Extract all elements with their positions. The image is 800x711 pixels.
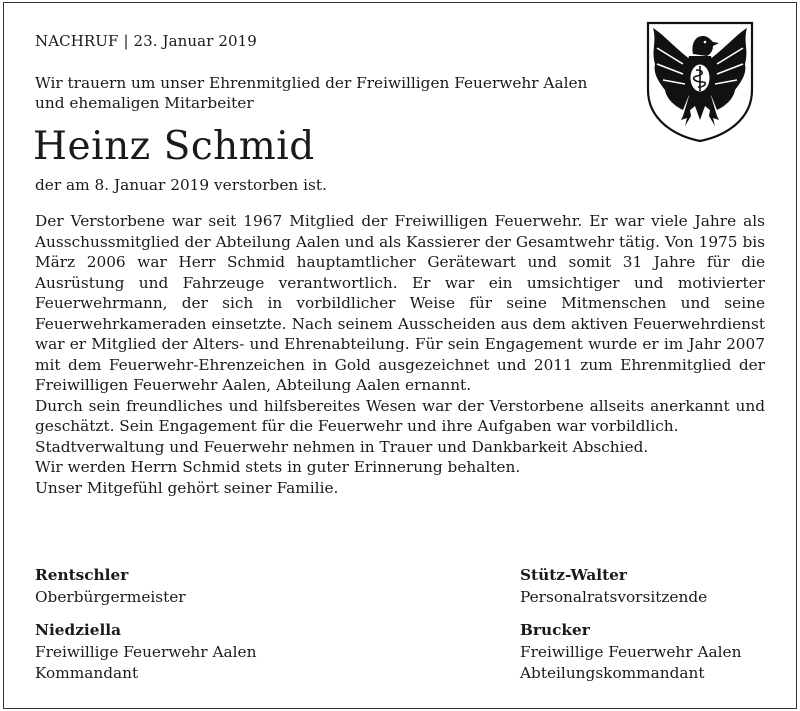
eagle-coat-of-arms-icon (645, 20, 755, 144)
body-paragraph: Wir werden Herrn Schmid stets in guter Erinnerung behalten. (35, 458, 521, 476)
header-label: NACHRUF (35, 32, 119, 50)
header-separator: | (123, 32, 129, 50)
signer-role: Abteilungskommandant (520, 664, 705, 682)
signature-block (520, 621, 741, 684)
signer-name: Stütz-Walter (520, 566, 627, 584)
signer-name: Rentschler (35, 566, 129, 584)
signer-name: Brucker (520, 621, 590, 639)
signer-role: Freiwillige Feuerwehr Aalen (35, 643, 257, 661)
header-line (35, 32, 257, 50)
body-paragraph: Durch sein freundliches und hilfsbereites Wesen war der Verstorbene allseits anerkannt und geschätzt. Sein Engagement für die Feuerwehr und ihre Aufgaben war vorbildlich. (35, 396, 765, 435)
body-paragraph: Unser Mitgefühl gehört seiner Familie. (35, 478, 339, 497)
signature-block (35, 566, 186, 608)
death-statement: der am 8. Januar 2019 verstorben ist. (35, 176, 327, 194)
intro-line-2: und ehemaligen Mitarbeiter (35, 94, 254, 112)
signature-block (520, 566, 707, 608)
header-date: 23. Januar 2019 (133, 32, 257, 50)
body-paragraph: Der Verstorbene war seit 1967 Mitglied der Freiwilligen Feuerwehr. Er war viele Jahre als Ausschussmitglied der Abteilung Aalen und als Kassierer der Gesamtwehr tätig. Von 1975 bis März 2006 war Herr Schmid hauptamtlicher Gerätewart und somit 31 Jahre für die Ausrüstung und Fahrzeuge verantwortlich. Er war ein umsichtiger und motivierter Feuerwehrmann, der sich in vorbildlicher Weise für seine Mitmenschen und seine Feuerwehrkameraden einsetzte. Nach seinem Ausscheiden aus dem aktiven Feuerwehrdienst war er Mitglied der Alters- und Ehrenabteilung. Für sein Engagement wurde er im Jahr 2007 mit dem Feuerwehr-Ehrenzeichen in Gold ausgezeichnet und 2011 zum Ehrenmitglied der Freiwilligen Feuerwehr Aalen, Abteilung Aalen ernannt. (35, 212, 765, 394)
signer-role: Freiwillige Feuerwehr Aalen (520, 643, 742, 661)
signer-role: Oberbürgermeister (35, 588, 186, 606)
intro-text (35, 73, 645, 113)
signer-name: Niedziella (35, 621, 121, 639)
obituary-body (35, 211, 765, 498)
signer-role: Personalratsvorsitzende (520, 588, 708, 606)
signer-role: Kommandant (35, 664, 139, 682)
body-paragraph: Stadtverwaltung und Feuerwehr nehmen in Trauer und Dankbarkeit Abschied. (35, 437, 649, 456)
deceased-name: Heinz Schmid (33, 124, 315, 169)
signature-block (35, 621, 256, 684)
intro-line-1: Wir trauern um unser Ehrenmitglied der Freiwilligen Feuerwehr Aalen (35, 74, 588, 92)
